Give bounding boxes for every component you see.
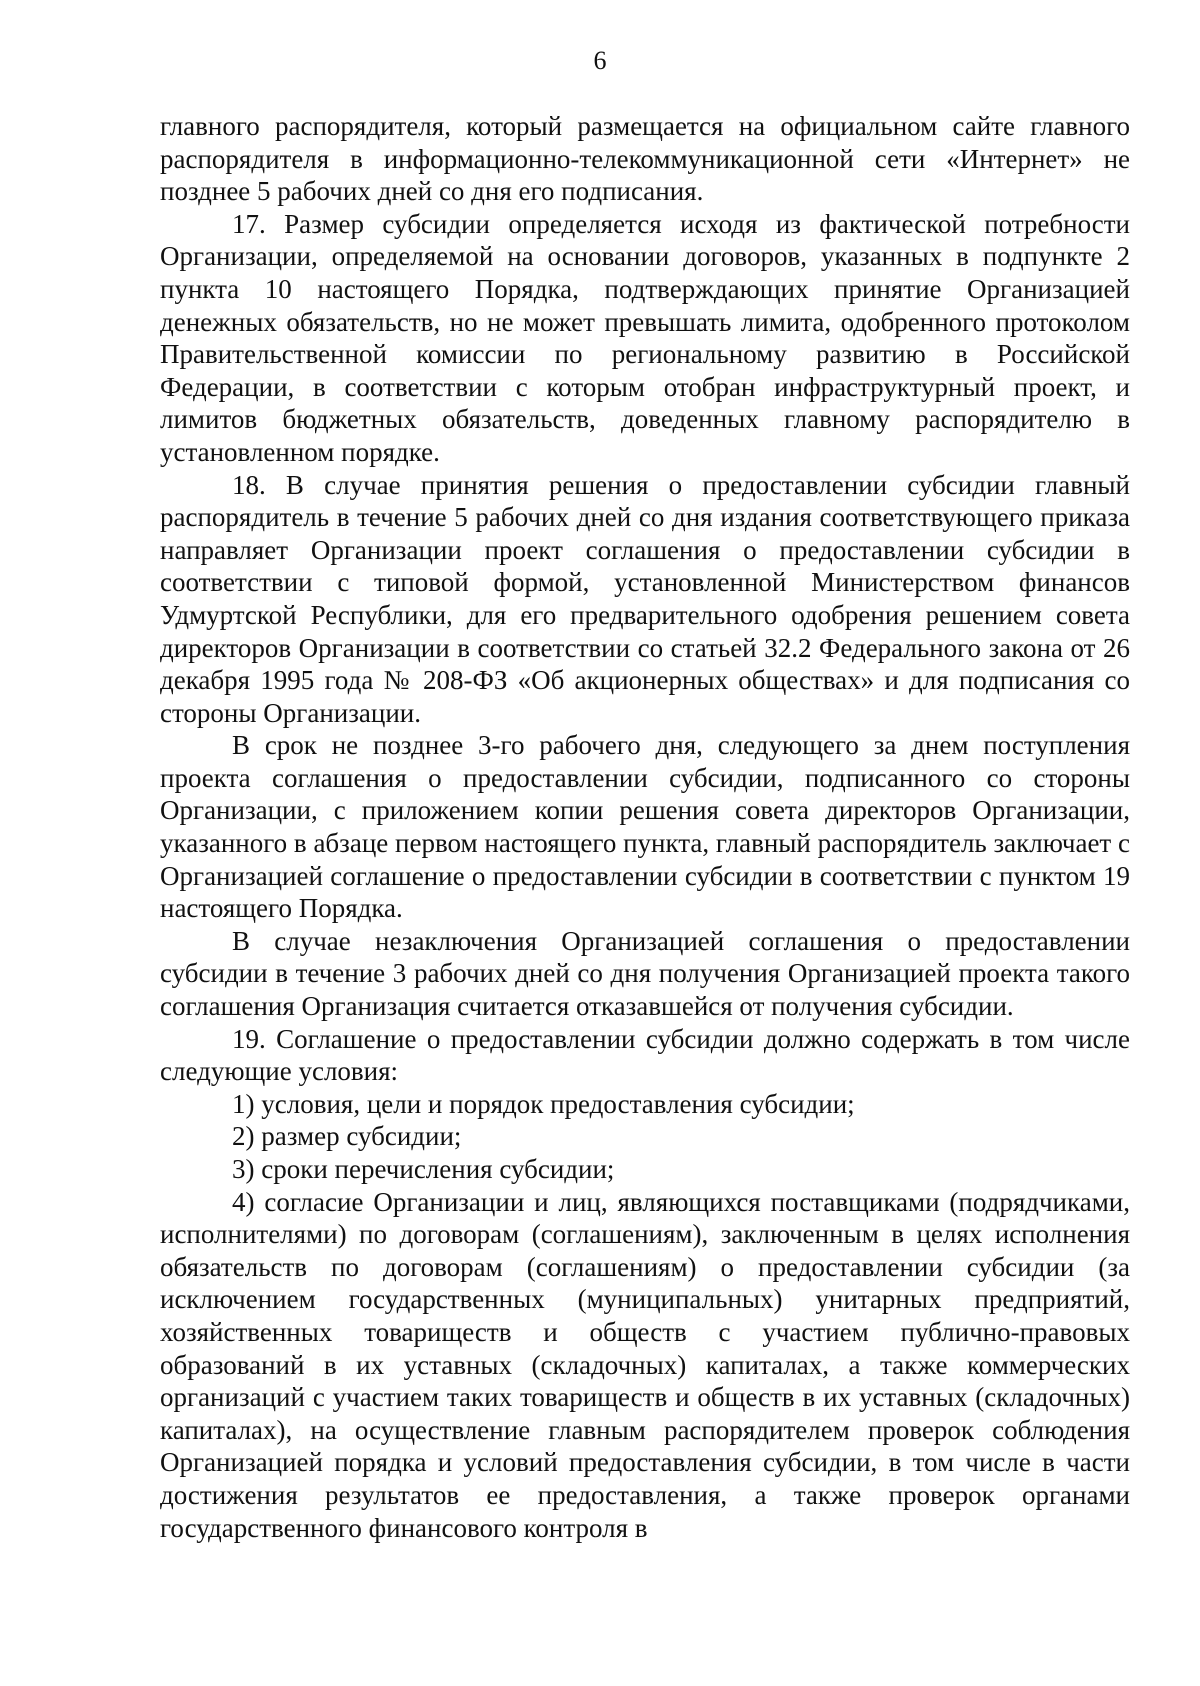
paragraph-19: 19. Соглашение о предоставлении субсидии должно содержать в том числе следующие условия:	[160, 1023, 1130, 1087]
list-item-4: 4) согласие Организации и лиц, являющихся поставщиками (подрядчиками, исполнителями) по договорам (соглашениям), заключенным в целях исполнения обязательств по договорам (соглашениям) о предоставлении субсидии (за исключением государственных (муниципальных) унитарных предприятий, хозяйственных товариществ и обществ с участием публично-правовых образований в их уставных (складочных) капиталах, а также коммерческих организаций с участием таких товариществ и обществ в их уставных (складочных) капиталах), на осуществление главным распорядителем проверок соблюдения Организацией порядка и условий предоставления субсидии, в том числе в части достижения результатов ее предоставления, а также проверок органами государственного финансового контроля в	[160, 1186, 1130, 1543]
paragraph-18-refusal: В случае незаключения Организацией соглашения о предоставлении субсидии в течение 3 рабочих дней со дня получения Организацией проекта такого соглашения Организация считается отказавшейся от получения субсидии.	[160, 925, 1130, 1022]
list-item-2: 2) размер субсидии;	[232, 1121, 462, 1152]
document-body	[160, 110, 1130, 1544]
page-number: 6	[593, 46, 607, 75]
paragraph-continuation: главного распорядителя, который размещается на официальном сайте главного распорядителя в информационно-телекоммуникационной сети «Интернет» не позднее 5 рабочих дней со дня его подписания.	[160, 111, 1130, 207]
list-item-3: 3) сроки перечисления субсидии;	[232, 1154, 615, 1184]
paragraph-17: 17. Размер субсидии определяется исходя из фактической потребности Организации, определяемой на основании договоров, указанных в подпункте 2 пункта 10 настоящего Порядка, подтверждающих принятие Организацией денежных обязательств, но не может превышать лимита, одобренного протоколом Правительственной комиссии по региональному развитию в Российской Федерации, в соответствии с которым отобран инфраструктурный проект, и лимитов бюджетных обязательств, доведенных главному распорядителю в установленном порядке.	[160, 208, 1130, 467]
paragraph-18-deadline: В срок не позднее 3-го рабочего дня, следующего за днем поступления проекта соглашения о предоставлении субсидии, подписанного со стороны Организации, с приложением копии решения совета директоров Организации, указанного в абзаце первом настоящего пункта, главный распорядитель заключает с Организацией соглашение о предоставлении субсидии в соответствии с пунктом 19 настоящего Порядка.	[160, 730, 1130, 924]
paragraph-18: 18. В случае принятия решения о предоставлении субсидии главный распорядитель в течение 5 рабочих дней со дня издания соответствующего приказа направляет Организации проект соглашения о предоставлении субсидии в соответствии с типовой формой, установленной Министерством финансов Удмуртской Республики, для его предварительного одобрения решением совета директоров Организации в соответствии со статьей 32.2 Федерального закона от 26 декабря 1995 года № 208-ФЗ «Об акционерных обществах» и для подписания со стороны Организации.	[160, 469, 1130, 728]
list-item-1: 1) условия, цели и порядок предоставления субсидии;	[232, 1088, 855, 1119]
